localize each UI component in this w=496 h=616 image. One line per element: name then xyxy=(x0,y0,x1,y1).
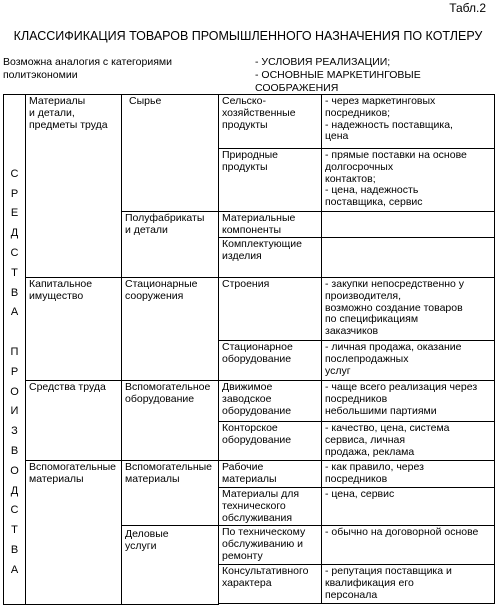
condition-maint-serv: - обычно на договорной основе xyxy=(322,526,495,565)
condition-work-mat: - как правило, через посредников xyxy=(322,461,495,488)
side-letter xyxy=(13,323,16,343)
condition-stat-equip: - личная продажа, оказание послепродажных услуг xyxy=(322,341,495,381)
condition-maint-mat: - цена, сервис xyxy=(322,488,495,526)
side-letter: С xyxy=(10,504,19,517)
condition-office: - качество, цена, система сервиса, личная продажа, реклама xyxy=(322,422,495,461)
side-letter: З xyxy=(11,425,18,438)
subgroup-aux-equipment: Вспомогательное оборудование xyxy=(122,381,219,461)
side-vertical-label xyxy=(4,95,26,605)
condition-consult: - репутация поставщика и квалификация его персонала xyxy=(322,565,495,604)
side-letter: В xyxy=(10,543,19,556)
subgroup-aux-materials: Вспомогательные материалы xyxy=(122,461,219,526)
item-consult: Консультативного характера xyxy=(219,565,322,604)
side-letter: О xyxy=(10,464,19,477)
item-work-mat: Рабочие материалы xyxy=(219,461,322,488)
item-agri: Сельско- хозяйственные продукты xyxy=(219,95,322,149)
subgroup-semi: Полуфабрикаты и детали xyxy=(122,212,219,278)
side-letter: Д xyxy=(10,484,19,497)
side-letter: В xyxy=(10,444,19,457)
side-letter: П xyxy=(10,345,19,358)
condition-movable: - чаще всего реализация через посредников небольшими партиями xyxy=(322,381,495,422)
side-letter: С xyxy=(10,167,19,180)
intro-right-note: - УСЛОВИЯ РЕАЛИЗАЦИИ; - ОСНОВНЫЕ МАРКЕТИНГОВЫЕ СООБРАЖЕНИЯ xyxy=(255,56,421,94)
side-letter: Д xyxy=(10,227,19,240)
group-tools: Средства труда xyxy=(26,381,122,461)
side-letter: В xyxy=(10,286,19,299)
side-letter: Е xyxy=(10,207,19,220)
subgroup-stationary: Стационарные сооружения xyxy=(122,278,219,381)
item-comp-parts: Комплектующие изделия xyxy=(219,238,322,278)
side-letter: А xyxy=(10,306,19,319)
item-maint-serv: По техническому обслуживанию и ремонту xyxy=(219,526,322,565)
side-letter: И xyxy=(10,405,19,418)
side-letter: С xyxy=(10,246,19,259)
item-office: Конторское оборудование xyxy=(219,422,322,461)
side-letter: Р xyxy=(10,365,19,378)
item-maint-mat: Материалы для технического обслуживания xyxy=(219,488,322,526)
side-letter: А xyxy=(10,563,19,576)
item-natural: Природные продукты xyxy=(219,149,322,212)
side-letter: Р xyxy=(10,187,19,200)
side-letter: О xyxy=(10,385,19,398)
group-aux: Вспомогательные материалы xyxy=(26,461,122,605)
item-stat-equip: Стационарное оборудование xyxy=(219,341,322,381)
group-capital: Капитальное имущество xyxy=(26,278,122,381)
item-buildings: Строения xyxy=(219,278,322,341)
condition-mat-comp xyxy=(322,212,495,238)
condition-natural: - прямые поставки на основе долгосрочных контактов; - цена, надежность поставщика, сервис xyxy=(322,149,495,212)
subgroup-raw: Сырье xyxy=(122,95,219,212)
page-title: КЛАССИФИКАЦИЯ ТОВАРОВ ПРОМЫШЛЕННОГО НАЗНАЧЕНИЯ ПО КОТЛЕРУ xyxy=(13,29,483,43)
side-letter: Т xyxy=(11,524,18,537)
intro-left-note: Возможна аналогия с категориями политэкономии xyxy=(3,56,172,81)
table-number: Табл.2 xyxy=(449,1,486,15)
subgroup-business-services: Деловые услуги xyxy=(122,526,219,605)
condition-comp-parts xyxy=(322,238,495,278)
group-materials: Материалы и детали, предметы труда xyxy=(26,95,122,278)
condition-buildings: - закупки непосредственно у производителя, возможно создание товаров по спецификациям заказчиков xyxy=(322,278,495,341)
item-mat-comp: Материальные компоненты xyxy=(219,212,322,238)
side-letter: Т xyxy=(11,266,18,279)
classification-table xyxy=(3,94,495,605)
item-movable: Движимое заводское оборудование xyxy=(219,381,322,422)
condition-agri: - через маркетинговых посредников; - надежность поставщика, цена xyxy=(322,95,495,149)
